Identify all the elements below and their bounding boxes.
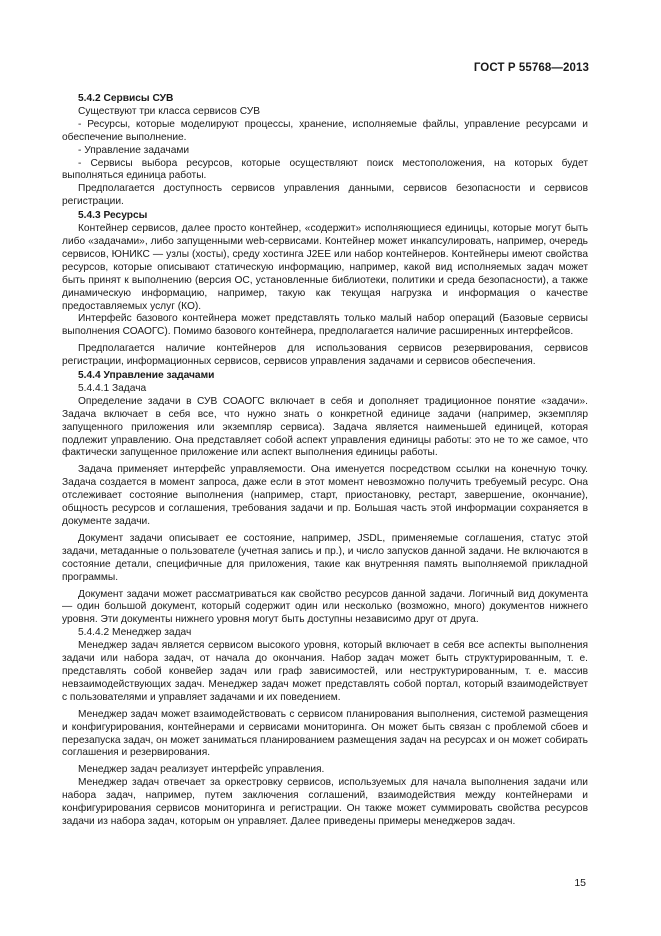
section-title-5-4-4: 5.4.4 Управление задачами — [78, 370, 215, 382]
paragraph: Документ задачи описывает ее состояние, например, JSDL, применяемые соглашения, статус этой задачи, метаданные о пользователе (учетная запись и пр.), и число запусков данной задачи. Не включаются в состояние детали, специфичные для приложения, такие как внутренняя память выполняемой прикладной программы. — [62, 532, 588, 583]
section-title-5-4-2: 5.4.2 Сервисы СУВ — [78, 93, 174, 104]
paragraph: Менеджер задач является сервисом высокого уровня, который включает в себя все аспекты выполнения задачи или набора задач, от начала до окончания. Набор задач может быть структурированным, т. е. представлять собой конвейер задач или граф зависимостей, или неструктурированным, т. е. массив невзаимодействующих задач. Менеджер задач может представлять собой портал, который взаимодействует с пользователями и управляет задачами и их поведением. — [62, 640, 588, 703]
paragraph: Документ задачи может рассматриваться как свойство ресурсов данной задачи. Логичный вид документа — один большой документ, который содержит один или несколько (возможно, много) документов нижнего уровня. Эти документы нижнего уровня могут быть доступны независимо друг от друга. — [62, 588, 588, 626]
list-item: - Сервисы выбора ресурсов, которые осуществляют поиск местоположения, на которых будет выполняться единица работы. — [62, 157, 588, 182]
paragraph: Существуют три класса сервисов СУВ — [78, 105, 260, 117]
list-item: - Ресурсы, которые моделируют процессы, хранение, исполняемые файлы, управление ресурсами и обеспечение выполнение. — [62, 118, 588, 143]
paragraph: Определение задачи в СУВ СОАОГС включает в себя и дополняет традиционное понятие «задачи». Задача включает в себя все, что нужно знать о конкретной единице задачи (например, экземпляр запущенного приложения или экземпляр сервиса). Задача является наименьшей единицей, которая подлежит управлению. Она представляет собой аспект управления единицы работы: это не то же самое, что фактически запущенное приложение или аспект выполнения единицы работы. — [62, 395, 588, 459]
paragraph: Менеджер задач реализует интерфейс управления. — [78, 764, 325, 776]
section-title-5-4-3: 5.4.3 Ресурсы — [78, 210, 148, 222]
page-number: 15 — [574, 877, 586, 889]
paragraph: Задача применяет интерфейс управляемости. Она именуется посредством ссылки на конечную точку. Задача создается в момент запроса, даже если в этот момент невозможно получить требуемый ресурс. Она отслеживает состояние выполнения (например, старт, приостановку, рестарт, завершение, окончание), общность ресурсов и соглашения, требования задачи и пр. Большая часть этой информации сохраняется в документе задачи. — [62, 464, 588, 527]
paragraph: Менеджер задач может взаимодействовать с сервисом планирования выполнения, системой размещения и конфигурирования, контейнерами и сервисами мониторинга. Он может быть связан с проблемой сбоев и перезапуска задач, он может заниматься планированием размещения задач на ресурсах и он может собирать соглашения и резервирования. — [62, 708, 588, 759]
paragraph: Контейнер сервисов, далее просто контейнер, «содержит» исполняющиеся единицы, которые могут быть либо «задачами», либо запущенными web-сервисами. Контейнер может инкапсулировать, например, очередь сервисов, ЮНИКС — узлы (хосты), среду хостинга J2EE или набор контейнеров. Контейнеры имеют свойства ресурсов, которые описывают статическую информацию, например, какой вид исполняемых задач может быть принят к выполнению (версия ОС, установленные библиотеки, политики и среда безопасности), а также динамическую информацию, например, такую как текущая нагрузка и информация о качестве предоставляемых услуг (КО). — [62, 223, 588, 312]
paragraph: Предполагается доступность сервисов управления данными, сервисов безопасности и сервисов регистрации. — [62, 183, 588, 208]
document-body — [62, 92, 588, 829]
subsection-title-5-4-4-2: 5.4.4.2 Менеджер задач — [78, 627, 192, 639]
list-item: - Управление задачами — [78, 144, 190, 156]
document-header: ГОСТ Р 55768—2013 — [473, 62, 589, 74]
subsection-title-5-4-4-1: 5.4.4.1 Задача — [78, 382, 147, 394]
paragraph: Менеджер задач отвечает за оркестровку сервисов, используемых для начала выполнения задачи или набора задач, например, путем заключения соглашений, взаимодействия между контейнерами и конфигурирования сервисов мониторинга и регистрации. Он также может суммировать свойства ресурсов задачи из набора задач, которым он управляет. Далее приведены примеры менеджеров задач. — [62, 777, 588, 827]
paragraph: Интерфейс базового контейнера может представлять только малый набор операций (Базовые сервисы выполнения СОАОГС). Помимо базового контейнера, предполагается наличие расширенных интерфейсов. — [62, 313, 588, 338]
paragraph: Предполагается наличие контейнеров для использования сервисов резервирования, сервисов регистрации, информационных сервисов, сервисов управления задачами и сервисов обеспечения. — [62, 343, 588, 368]
